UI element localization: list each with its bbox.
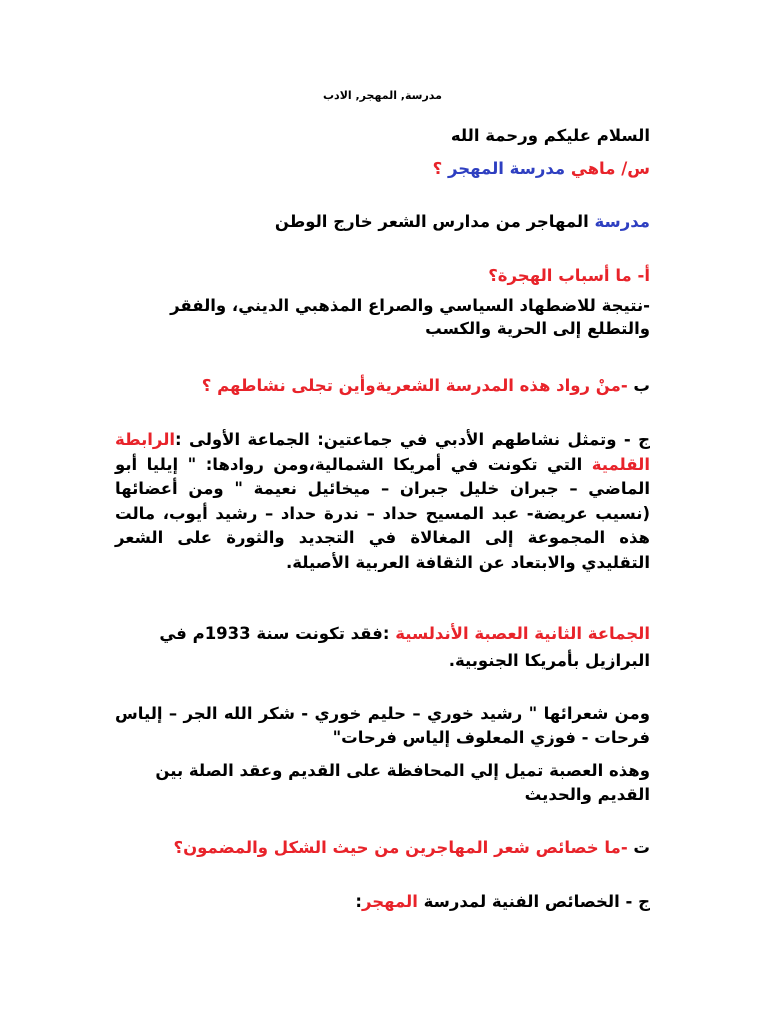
definition-text: المهاجر من مدارس الشعر خارج الوطن xyxy=(274,212,595,231)
group-two-description: وهذه العصبة تميل إلي المحافظة على القديم وعقد الصلة بين القديم والحديث xyxy=(155,761,650,804)
question-t-text: -ما خصائص شعر المهاجرين من حيث الشكل والمضمون؟ xyxy=(173,838,628,857)
answer-j2-prefix: ج - الخصائص الفنية لمدرسة xyxy=(417,892,650,911)
definition-highlight: مدرسة xyxy=(594,212,650,231)
main-question-suffix: ؟ xyxy=(432,159,448,178)
answer-j1-part2: التي تكونت في أمريكا الشمالية،ومن روادها: " إيليا أبو الماضي – جبران خليل جبران – ميخائيل نعيمة " ومن أعضائها (نسيب عريضة- عبد المسيح حداد – ندرة حداد – رشيد أيوب، مالت هذه المجموعة إلى المغالاة في التجديد والثورة على الشعر التقليدي والابتعاد عن الثقافة العربية الأصيلة. xyxy=(115,454,650,572)
question-b xyxy=(115,374,650,397)
question-t-prefix: ت xyxy=(627,838,650,857)
answer-j2 xyxy=(115,890,650,913)
main-question-prefix: س/ ماهي xyxy=(565,159,650,178)
document-header: مدرسة, المهجر, الادب xyxy=(323,89,442,102)
question-a: أ- ما أسباب الهجرة؟ xyxy=(488,266,650,285)
question-b-text: -منْ رواد هذه المدرسة الشعريةوأين تجلى نشاطهم ؟ xyxy=(201,376,628,395)
answer-a: -نتيجة للاضطهاد السياسي والصراع المذهبي الديني، والفقر والتطلع إلى الحرية والكسب xyxy=(170,296,650,338)
answer-j1 xyxy=(115,428,650,575)
group-two-paragraph xyxy=(115,620,650,674)
question-t xyxy=(115,836,650,859)
answer-j1-highlight: الرابطة القلمية xyxy=(115,430,650,474)
group-two-text: :فقد تكونت سنة 1933م في البرازيل بأمريكا الجنوبية. xyxy=(159,624,650,670)
answer-j2-suffix: : xyxy=(355,892,362,911)
main-question xyxy=(115,157,650,180)
group-two-highlight: الجماعة الثانية العصبة الأندلسية xyxy=(395,624,650,643)
answer-j1-part1: ج - وتمثل نشاطهم الأدبي في جماعتين: الجماعة الأولى : xyxy=(175,430,650,449)
answer-j2-highlight: المهجر xyxy=(361,892,418,911)
definition-line xyxy=(115,210,650,233)
poets-paragraph: ومن شعرائها " رشيد خوري – حليم خوري - شكر الله الجر – إلياس فرحات - فوزي المعلوف إلياس فرحات" xyxy=(115,704,650,747)
question-b-prefix: ب xyxy=(627,376,650,395)
greeting-line: السلام عليكم ورحمة الله xyxy=(450,126,650,145)
main-question-highlight: مدرسة المهجر xyxy=(447,159,566,178)
